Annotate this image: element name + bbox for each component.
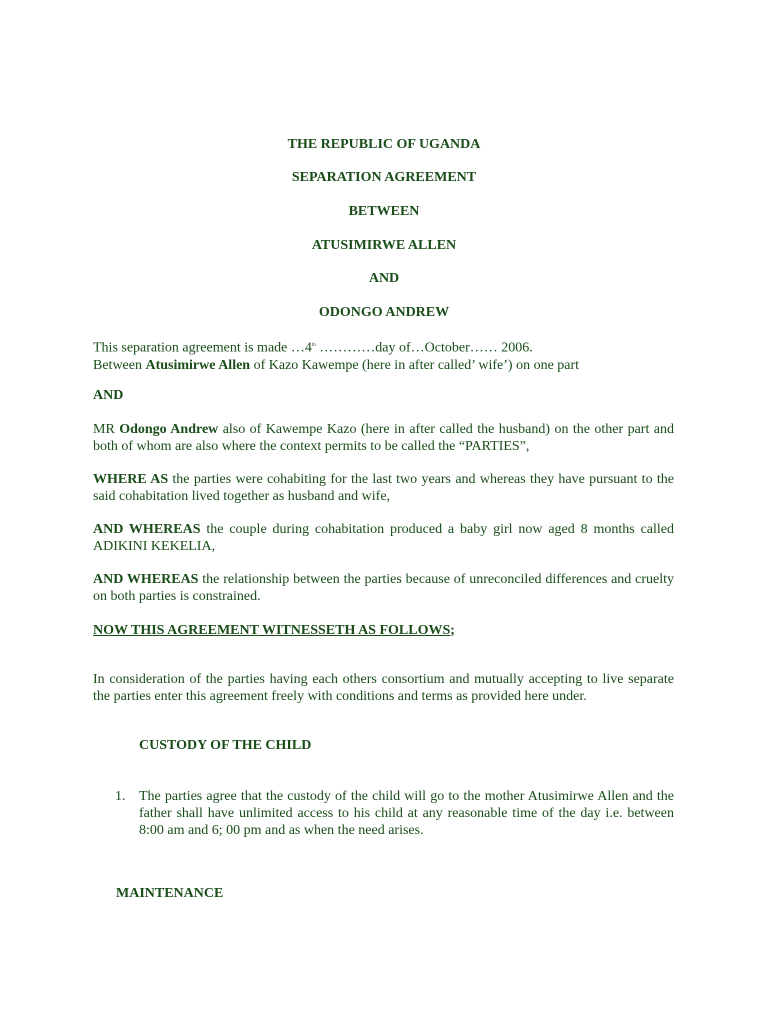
custody-heading: CUSTODY OF THE CHILD bbox=[139, 738, 312, 753]
list-item-number: 1. bbox=[115, 789, 126, 804]
title-party-one: ATUSIMIRWE ALLEN bbox=[311, 238, 457, 253]
made-line bbox=[93, 337, 674, 357]
whereas-text-1: the parties were cohabiting for the last two years and whereas they have pursuant to the said cohabitation lived together as husband and wife, bbox=[93, 472, 674, 504]
between-suffix: of Kazo Kawempe (here in after called’ wife’) on one part bbox=[250, 357, 580, 373]
witnesseth-heading bbox=[93, 622, 674, 639]
husband-paragraph bbox=[93, 421, 674, 455]
title-agreement: SEPARATION AGREEMENT bbox=[291, 170, 477, 185]
made-sup: th bbox=[311, 343, 316, 348]
title-party-two: ODONGO ANDREW bbox=[318, 305, 450, 320]
whereas-paragraph-3 bbox=[93, 571, 674, 605]
maintenance-heading: MAINTENANCE bbox=[116, 886, 224, 901]
made-suffix: …………day of…October…… 2006. bbox=[315, 340, 533, 356]
husband-prefix: MR bbox=[93, 422, 120, 437]
witnesseth-semicolon: ; bbox=[450, 623, 455, 638]
whereas-text-3: the relationship between the parties because of unreconciled differences and cruelty on both parties is constrained. bbox=[93, 572, 674, 604]
between-prefix: Between bbox=[93, 357, 146, 373]
list-item-text: The parties agree that the custody of the child will go to the mother Atusimirwe Allen and the father shall have unlimited access to his child at any reasonable time of the day i.e. between 8:00 am and 6; 00 pm and as when the need arises. bbox=[139, 789, 674, 838]
whereas-paragraph-1 bbox=[93, 471, 674, 505]
title-and: AND bbox=[368, 271, 400, 286]
title-between: BETWEEN bbox=[348, 204, 420, 219]
whereas-paragraph-2 bbox=[93, 521, 674, 555]
wife-name: Atusimirwe Allen bbox=[145, 357, 251, 373]
made-prefix: This separation agreement is made …4 bbox=[93, 340, 312, 356]
whereas-label-1: WHERE AS bbox=[93, 472, 169, 487]
title-republic: THE REPUBLIC OF UGANDA bbox=[287, 137, 481, 152]
between-line bbox=[93, 357, 674, 374]
intro-paragraph bbox=[93, 337, 674, 374]
consideration-paragraph: In consideration of the parties having each others consortium and mutually accepting to live separate the parties enter this agreement freely with conditions and terms as provided here under. bbox=[93, 672, 674, 704]
witnesseth-label: NOW THIS AGREEMENT WITNESSETH AS FOLLOWS bbox=[93, 623, 451, 638]
whereas-label-3: AND WHEREAS bbox=[93, 572, 199, 587]
whereas-text-2: the couple during cohabitation produced a baby girl now aged 8 months called ADIKINI KEKELIA, bbox=[93, 522, 674, 554]
whereas-label-2: AND WHEREAS bbox=[93, 522, 201, 537]
and-label: AND bbox=[93, 388, 124, 403]
husband-name: Odongo Andrew bbox=[119, 422, 219, 437]
husband-suffix: also of Kawempe Kazo (here in after called the husband) on the other part and both of whom are also where the context permits to be called the “PARTIES”, bbox=[93, 422, 674, 454]
